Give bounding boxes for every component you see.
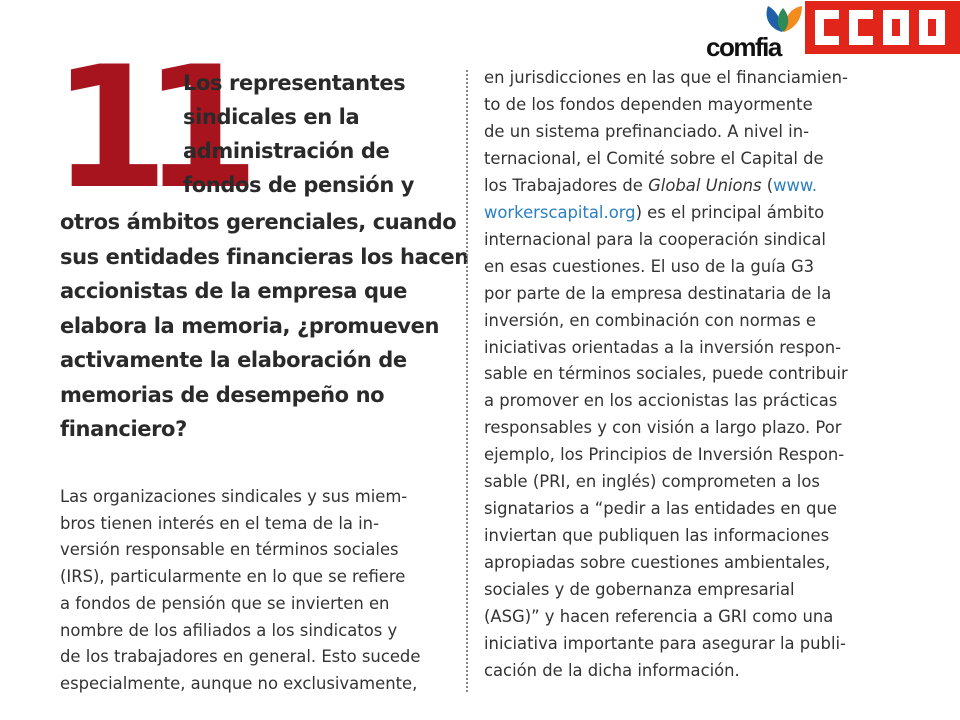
body-line: inviertan que publiquen las informaciones (484, 526, 830, 546)
question-line: administración de (183, 139, 390, 163)
body-line (484, 200, 954, 227)
body-line: versión responsable en términos sociales (60, 540, 399, 560)
ccoo-logo (805, 1, 960, 54)
question-line: activamente la elaboración de (60, 348, 407, 372)
body-line: iniciativa importante para asegurar la publi- (484, 634, 846, 654)
comfia-wordmark: comfia (706, 32, 781, 62)
question-heading-top (183, 66, 423, 202)
body-line: a promover en los accionistas las prácticas (484, 391, 838, 411)
right-body-text (484, 65, 954, 685)
question-number: 11 (52, 30, 234, 226)
question-line: otros ámbitos gerenciales, cuando (60, 210, 457, 234)
body-line: cación de la dicha información. (484, 660, 740, 680)
body-line: de los trabajadores en general. Esto sucede (60, 647, 421, 667)
body-line: nombre de los afiliados a los sindicatos y (60, 620, 398, 640)
question-line: sus entidades financieras los hacen (60, 244, 469, 269)
flower-icon (762, 2, 804, 36)
left-body-text (60, 484, 455, 698)
body-line: inversión, en combinación con normas e (484, 310, 817, 330)
body-line: en jurisdicciones en las que el financiamien- (484, 68, 848, 87)
question-line: fondos de pensión y (183, 173, 415, 197)
body-line: iniciativas orientadas a la inversión respon- (484, 337, 842, 357)
question-line: sindicales en la (183, 105, 360, 129)
workerscapital-link[interactable]: www. (773, 175, 818, 195)
body-line: to de los fondos dependen mayormente (484, 94, 813, 114)
body-text: ) es el principal ámbito (635, 202, 825, 222)
body-line: responsables y con visión a largo plazo. Por (484, 418, 842, 438)
body-line: (ASG)” y hacen referencia a GRI como una (484, 607, 834, 627)
body-line (484, 173, 954, 200)
workerscapital-link[interactable]: workerscapital.org (484, 202, 636, 222)
body-line: ternacional, el Comité sobre el Capital de (484, 148, 824, 168)
body-line: (IRS), particularmente en lo que se refiere (60, 567, 406, 587)
body-line: apropiadas sobre cuestiones ambientales, (484, 553, 831, 573)
question-heading-bottom (60, 205, 469, 447)
body-line: especialmente, aunque no exclusivamente, (60, 673, 418, 693)
question-line: accionistas de la empresa que (60, 279, 407, 303)
body-line: internacional para la cooperación sindical (484, 229, 826, 249)
body-line: sable en términos sociales, puede contribuir (484, 364, 848, 384)
global-unions-text: Global Unions (648, 175, 762, 195)
body-line: a fondos de pensión que se invierten en (60, 593, 390, 613)
body-line: ejemplo, los Principios de Inversión Respon- (484, 445, 845, 465)
question-line: financiero? (60, 417, 187, 441)
ccoo-letters-icon (805, 1, 960, 54)
body-text: los Trabajadores de (484, 175, 649, 195)
question-line: elabora la memoria, ¿promueven (60, 313, 439, 338)
body-line: en esas cuestiones. El uso de la guía G3 (484, 256, 815, 276)
question-line: memorias de desempeño no (60, 382, 385, 407)
body-line: por parte de la empresa destinataria de la (484, 283, 832, 303)
column-divider (466, 70, 468, 692)
body-line: de un sistema prefinanciado. A nivel in- (484, 121, 810, 141)
comfia-logo (704, 2, 804, 62)
body-line: sable (PRI, en inglés) comprometen a los (484, 472, 820, 492)
body-line: signatarios a “pedir a las entidades en que (484, 499, 837, 519)
question-line: Los representantes (183, 71, 406, 95)
body-line: bros tienen interés en el tema de la in- (60, 513, 379, 533)
body-line: sociales y de gobernanza empresarial (484, 580, 795, 600)
body-line: Las organizaciones sindicales y sus miem- (60, 487, 408, 506)
body-text: ( (761, 175, 774, 195)
